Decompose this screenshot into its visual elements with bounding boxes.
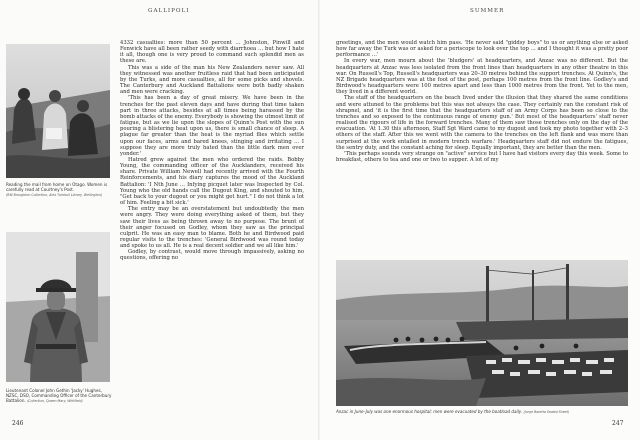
caption-anzac-boats — [336, 409, 628, 415]
right-paragraph: greetings, and the men would watch him pass. 'He never said "giddsy boys" to us or anything else or asked how far away the Turk was or asked for a periscope to look over the top … and I thought it was a pretty poor performance …' — [336, 40, 628, 59]
photo-mail-reading — [6, 44, 110, 178]
photo-anzac-boats — [336, 260, 628, 406]
photo-colonel-portrait — [6, 232, 110, 382]
caption-colonel-portrait-text: Lieutenant Colonel John Gethin 'Jacky' Hughes, NZSC, DSO, Commanding Officer of the Canterbury Battalion. — [6, 388, 112, 404]
page-number-right: 247 — [612, 420, 624, 427]
left-text-column — [120, 40, 304, 416]
left-paragraph: 'This has been a day of great misery. We have been in the trenches for the past eleven days and have during that time taken part in three attacks, besides at all times being harassed by the bomb attacks of the enemy. Everybody is showing the utmost limit of fatigue, but as we lie upon the slopes of Quinn's Post with the sun pouring a blistering heat upon us, there is small chance of sleep. A plague far greater than the heat is the myriad flies which settle upon our faces, arms and bared knees, stinging and irritating … I suppose they are more truly hated than the little dark men over yonder.' — [120, 95, 304, 157]
caption-colonel-portrait — [6, 388, 112, 405]
photo-mail-reading-image — [6, 44, 110, 178]
left-paragraph: Godley, by contrast, would move through impassively, asking no questions, offering no — [120, 249, 304, 262]
left-paragraph: Hatred grew against the men who ordered the raids. Bobby Young, the commanding officer of the Aucklanders, received his share. Private William Newell had recently arrived with the Fourth Reinforcements, and his diary captures the mood of the Auckland Battalion: 'I Nth June … Infying picquet later was Inspected by Col. Young who the old hands call the Dugout King, and shouted to him, "Get back to your dugout or you might get hurt." I do not think a lot of him. Feeling a bit sick.' — [120, 156, 304, 207]
right-paragraph: The staff of the headquarters on the beach lived under the illusion that they shared the same conditions and were attuned to the problems but this was not always the case. They certainly ran the constant risk of shrapnel, and 'it is the first time that the headquarters staff of an Army Corps has been so close to the trenches and so exposed to the continuous range of enemy gun.' But most of the headquarters' staff never realised the rigours of life in the forward trenches. Many of them saw those trenches only on the day of the evacuation. 'At 1.30 this afternoon, Staff Sgt Ward came to my dugout and took my photo together with 2–3 others of the staff. After this we went with the camera to the trenches on the left flank and was more than surprised at the work entailed in modern trench warfare.' Headquarters staff did not endure the fatigues, the sentry duty, and the constant aching for sleep. Equally important, they are better than the men. — [336, 95, 628, 151]
right-paragraph: In every war, men mourn about the 'bludgers' at headquarters, and Anzac was no different. But the headquarters at Anzac was less isolated from the front lines than headquarters in any other theatre in this war. On Russell's Top, Russell's headquarters was 20–30 metres behind the support trenches. At Quinn's, the NZ Brigade headquarters was at the foot of the post, perhaps 100 metres from the front line. Godley's and Birdwood's headquarters were 100 metres apart and less than 1000 metres from the front. Yet to the men, they lived in a different world. — [336, 58, 628, 96]
photo-colonel-portrait-image — [6, 232, 110, 382]
caption-anzac-boats-text: Anzac in June–July was one enormous hospital; men were evacuated by the boatload daily. — [336, 409, 523, 414]
left-paragraph: This was a side of the man his New Zealanders never saw. All they witnessed was another fruitless raid that had been anticipated by the Turks, and more casualties, all for some picks and shovels. The Canterbury and Auckland Battalions were both badly shaken and men were cracking. — [120, 64, 304, 96]
caption-anzac-boats-credit: (Jorge Baretta Sealed Sheet) — [523, 410, 570, 414]
left-paragraph: The entry may be an overstatement but undoubtedly the men were angry. They were doing everything asked of them, but they saw their lives as being thrown away to no purpose. The brunt of their anger focused on Godley, whom they saw as the principal culprit. He was an easy man to blame. Both he and Birdwood paid regular visits to the trenches: 'General Birdwood was round today and spoke to us all. He is a real decent soldier and we all like him.' — [120, 206, 304, 250]
right-paragraph: 'This perhaps sounds very strange on "active" service but I have had visitors every day this week. Some to breakfast, others to tea and one or two to supper. A lot of my — [336, 150, 628, 163]
caption-mail-reading-credit: (RW Broughton Collection, Alex Turnbull Library, Wellington) — [6, 193, 103, 198]
photo-anzac-boats-image — [336, 260, 628, 406]
page-number-left: 246 — [12, 420, 24, 427]
caption-mail-reading — [6, 182, 110, 199]
caption-colonel-portrait-credit: (Collection, Queen Mary, Whitfield) — [27, 399, 83, 404]
left-paragraph: 4332 casualties: more than 50 percent … Johnston, Pinwill and Fenwick have all been rather seedy with diarrhoea … but how I hate it all, though one is very proud to command such splendid men as these are. — [120, 40, 304, 65]
running-head-right: SUMMER — [470, 8, 505, 14]
running-head-left: GALLIPOLI — [148, 8, 190, 14]
caption-mail-reading-text: Reading the mail from home on Otago. Women is carefully read at Courtney's Post. — [6, 182, 108, 193]
right-text-column — [336, 40, 628, 254]
right-page — [320, 0, 640, 440]
